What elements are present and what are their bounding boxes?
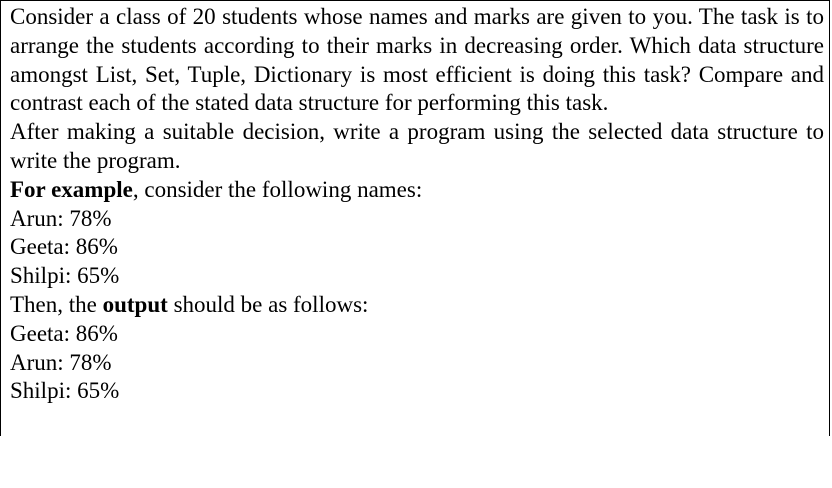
question-content [10, 3, 824, 406]
example-intro-bold: For example [10, 176, 133, 202]
question-paragraph: Consider a class of 20 students whose names and marks are given to you. The task is to arrange the students according to their marks in decreasing order. Which data structure amongst List, Set, Tuple, Dictionary is most efficient is doing this task? Compare and contrast each of the stated data structure for performing this task. [10, 4, 824, 116]
example-item: Geeta: 86% [10, 234, 118, 260]
output-intro-end: should be as follows: [167, 291, 369, 317]
instruction-paragraph: After making a suitable decision, write a program using the selected data structure to write the program. [10, 119, 824, 173]
output-intro [10, 291, 824, 320]
example-item: Shilpi: 65% [10, 263, 120, 289]
output-intro-start: Then, the [10, 291, 103, 317]
output-item: Geeta: 86% [10, 320, 118, 346]
example-intro [10, 176, 824, 205]
output-item: Shilpi: 65% [10, 378, 120, 404]
example-intro-rest: , consider the following names: [132, 176, 423, 202]
example-item: Arun: 78% [10, 205, 112, 231]
output-item: Arun: 78% [10, 349, 112, 375]
output-intro-bold: output [102, 291, 168, 317]
